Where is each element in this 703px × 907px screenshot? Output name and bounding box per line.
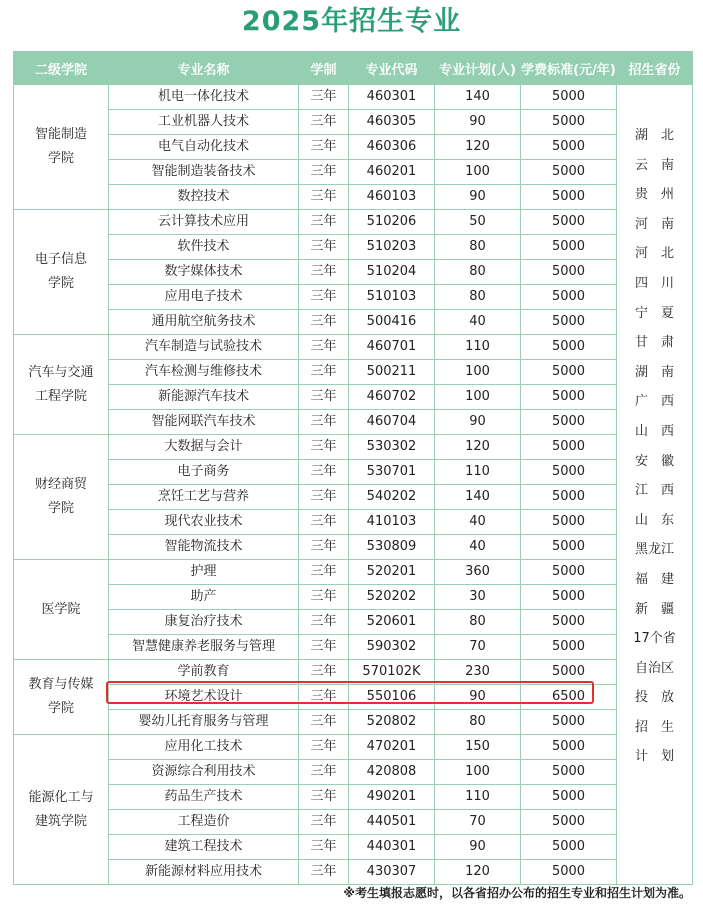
study-years: 三年 bbox=[299, 685, 349, 710]
major-name: 应用电子技术 bbox=[109, 285, 299, 310]
major-code: 530302 bbox=[349, 435, 435, 460]
major-code: 460306 bbox=[349, 135, 435, 160]
major-code: 460702 bbox=[349, 385, 435, 410]
table-body bbox=[14, 85, 693, 885]
study-years: 三年 bbox=[299, 710, 349, 735]
tuition-fee: 5000 bbox=[521, 210, 617, 235]
enroll-plan: 90 bbox=[435, 685, 521, 710]
study-years: 三年 bbox=[299, 735, 349, 760]
major-code: 540202 bbox=[349, 485, 435, 510]
province-item: 江 西 bbox=[634, 483, 674, 499]
table-row bbox=[14, 360, 693, 385]
table-row bbox=[14, 585, 693, 610]
study-years: 三年 bbox=[299, 285, 349, 310]
province-item: 黑龙江 bbox=[634, 542, 674, 558]
major-name: 智能制造装备技术 bbox=[109, 160, 299, 185]
tuition-fee: 5000 bbox=[521, 785, 617, 810]
enroll-plan: 90 bbox=[435, 185, 521, 210]
tuition-fee: 5000 bbox=[521, 85, 617, 110]
majors-table bbox=[13, 51, 693, 885]
enroll-plan: 80 bbox=[435, 260, 521, 285]
study-years: 三年 bbox=[299, 660, 349, 685]
province-item: 宁 夏 bbox=[634, 305, 674, 321]
study-years: 三年 bbox=[299, 135, 349, 160]
study-years: 三年 bbox=[299, 585, 349, 610]
table-row bbox=[14, 210, 693, 235]
college-name: 财经商贸 学院 bbox=[14, 435, 109, 560]
major-code: 550106 bbox=[349, 685, 435, 710]
major-code: 460201 bbox=[349, 160, 435, 185]
tuition-fee: 5000 bbox=[521, 560, 617, 585]
enroll-plan: 90 bbox=[435, 110, 521, 135]
study-years: 三年 bbox=[299, 835, 349, 860]
college-name: 汽车与交通 工程学院 bbox=[14, 335, 109, 435]
major-code: 530809 bbox=[349, 535, 435, 560]
major-code: 510203 bbox=[349, 235, 435, 260]
study-years: 三年 bbox=[299, 160, 349, 185]
study-years: 三年 bbox=[299, 860, 349, 885]
enroll-plan: 230 bbox=[435, 660, 521, 685]
table-row bbox=[14, 160, 693, 185]
enroll-plan: 40 bbox=[435, 310, 521, 335]
major-code: 490201 bbox=[349, 785, 435, 810]
enroll-plan: 100 bbox=[435, 385, 521, 410]
major-code: 460103 bbox=[349, 185, 435, 210]
major-name: 学前教育 bbox=[109, 660, 299, 685]
study-years: 三年 bbox=[299, 385, 349, 410]
major-code: 510204 bbox=[349, 260, 435, 285]
province-item: 广 西 bbox=[634, 394, 674, 410]
tuition-fee: 5000 bbox=[521, 460, 617, 485]
tuition-fee: 5000 bbox=[521, 160, 617, 185]
enroll-plan: 30 bbox=[435, 585, 521, 610]
header-major: 专业名称 bbox=[109, 52, 299, 85]
major-name: 智能物流技术 bbox=[109, 535, 299, 560]
major-name: 应用化工技术 bbox=[109, 735, 299, 760]
province-item: 云 南 bbox=[634, 157, 674, 173]
major-name: 机电一体化技术 bbox=[109, 85, 299, 110]
table-row bbox=[14, 785, 693, 810]
enroll-plan: 40 bbox=[435, 535, 521, 560]
tuition-fee: 5000 bbox=[521, 735, 617, 760]
major-name: 康复治疗技术 bbox=[109, 610, 299, 635]
major-code: 420808 bbox=[349, 760, 435, 785]
tuition-fee: 5000 bbox=[521, 510, 617, 535]
major-code: 440501 bbox=[349, 810, 435, 835]
enroll-plan: 120 bbox=[435, 860, 521, 885]
major-name: 汽车检测与维修技术 bbox=[109, 360, 299, 385]
enroll-plan: 120 bbox=[435, 435, 521, 460]
enroll-plan: 70 bbox=[435, 635, 521, 660]
study-years: 三年 bbox=[299, 760, 349, 785]
enroll-plan: 120 bbox=[435, 135, 521, 160]
major-name: 新能源材料应用技术 bbox=[109, 860, 299, 885]
tuition-fee: 5000 bbox=[521, 260, 617, 285]
study-years: 三年 bbox=[299, 85, 349, 110]
major-name: 药品生产技术 bbox=[109, 785, 299, 810]
study-years: 三年 bbox=[299, 235, 349, 260]
header-row bbox=[14, 52, 693, 85]
major-code: 530701 bbox=[349, 460, 435, 485]
table-row bbox=[14, 110, 693, 135]
major-name: 云计算技术应用 bbox=[109, 210, 299, 235]
header-years: 学制 bbox=[299, 52, 349, 85]
enroll-plan: 90 bbox=[435, 835, 521, 860]
table-row bbox=[14, 835, 693, 860]
header-plan: 专业计划(人) bbox=[435, 52, 521, 85]
enroll-plan: 110 bbox=[435, 335, 521, 360]
study-years: 三年 bbox=[299, 560, 349, 585]
tuition-fee: 5000 bbox=[521, 635, 617, 660]
major-name: 烹饪工艺与营养 bbox=[109, 485, 299, 510]
study-years: 三年 bbox=[299, 485, 349, 510]
enroll-plan: 90 bbox=[435, 410, 521, 435]
tuition-fee: 5000 bbox=[521, 535, 617, 560]
major-code: 460305 bbox=[349, 110, 435, 135]
header-code: 专业代码 bbox=[349, 52, 435, 85]
province-item: 新 疆 bbox=[634, 601, 674, 617]
table-row bbox=[14, 760, 693, 785]
study-years: 三年 bbox=[299, 410, 349, 435]
enroll-plan: 80 bbox=[435, 285, 521, 310]
major-name: 婴幼儿托育服务与管理 bbox=[109, 710, 299, 735]
province-item: 湖 南 bbox=[634, 364, 674, 380]
major-code: 470201 bbox=[349, 735, 435, 760]
major-name: 通用航空航务技术 bbox=[109, 310, 299, 335]
table-row bbox=[14, 235, 693, 260]
study-years: 三年 bbox=[299, 535, 349, 560]
province-item: 甘 肃 bbox=[634, 335, 674, 351]
province-item: 山 东 bbox=[634, 512, 674, 528]
tuition-fee: 5000 bbox=[521, 810, 617, 835]
province-item: 招 生 bbox=[634, 719, 674, 735]
enroll-plan: 100 bbox=[435, 760, 521, 785]
table-row bbox=[14, 185, 693, 210]
major-code: 520601 bbox=[349, 610, 435, 635]
enroll-plan: 100 bbox=[435, 360, 521, 385]
province-item: 贵 州 bbox=[634, 187, 674, 203]
tuition-fee: 5000 bbox=[521, 135, 617, 160]
major-name: 资源综合利用技术 bbox=[109, 760, 299, 785]
tuition-fee: 5000 bbox=[521, 385, 617, 410]
major-code: 500416 bbox=[349, 310, 435, 335]
enroll-plan: 80 bbox=[435, 710, 521, 735]
table-row bbox=[14, 460, 693, 485]
major-code: 430307 bbox=[349, 860, 435, 885]
college-name: 教育与传媒 学院 bbox=[14, 660, 109, 735]
header-fee: 学费标准(元/年) bbox=[521, 52, 617, 85]
major-name: 环境艺术设计 bbox=[109, 685, 299, 710]
table-row bbox=[14, 260, 693, 285]
major-code: 520802 bbox=[349, 710, 435, 735]
college-name: 能源化工与 建筑学院 bbox=[14, 735, 109, 885]
major-code: 510103 bbox=[349, 285, 435, 310]
table-row bbox=[14, 560, 693, 585]
study-years: 三年 bbox=[299, 310, 349, 335]
tuition-fee: 5000 bbox=[521, 760, 617, 785]
tuition-fee: 5000 bbox=[521, 360, 617, 385]
major-name: 智能网联汽车技术 bbox=[109, 410, 299, 435]
enroll-plan: 150 bbox=[435, 735, 521, 760]
major-name: 数字媒体技术 bbox=[109, 260, 299, 285]
enroll-plan: 360 bbox=[435, 560, 521, 585]
table-row bbox=[14, 135, 693, 160]
table-row bbox=[14, 860, 693, 885]
study-years: 三年 bbox=[299, 360, 349, 385]
tuition-fee: 5000 bbox=[521, 860, 617, 885]
table-row bbox=[14, 85, 693, 110]
college-name: 医学院 bbox=[14, 560, 109, 660]
study-years: 三年 bbox=[299, 510, 349, 535]
tuition-fee: 5000 bbox=[521, 710, 617, 735]
major-name: 建筑工程技术 bbox=[109, 835, 299, 860]
major-name: 工业机器人技术 bbox=[109, 110, 299, 135]
tuition-fee: 5000 bbox=[521, 835, 617, 860]
enroll-plan: 70 bbox=[435, 810, 521, 835]
tuition-fee: 5000 bbox=[521, 660, 617, 685]
study-years: 三年 bbox=[299, 435, 349, 460]
major-name: 大数据与会计 bbox=[109, 435, 299, 460]
tuition-fee: 6500 bbox=[521, 685, 617, 710]
enroll-plan: 100 bbox=[435, 160, 521, 185]
enroll-plan: 40 bbox=[435, 510, 521, 535]
major-code: 520201 bbox=[349, 560, 435, 585]
table-row bbox=[14, 810, 693, 835]
province-item: 17个省 bbox=[633, 631, 676, 647]
table-row bbox=[14, 735, 693, 760]
province-item: 投 放 bbox=[634, 690, 674, 706]
major-name: 数控技术 bbox=[109, 185, 299, 210]
table-row bbox=[14, 535, 693, 560]
study-years: 三年 bbox=[299, 260, 349, 285]
tuition-fee: 5000 bbox=[521, 310, 617, 335]
table-row bbox=[14, 285, 693, 310]
highlight-box bbox=[106, 681, 594, 704]
major-name: 工程造价 bbox=[109, 810, 299, 835]
tuition-fee: 5000 bbox=[521, 435, 617, 460]
major-name: 新能源汽车技术 bbox=[109, 385, 299, 410]
major-name: 助产 bbox=[109, 585, 299, 610]
province-item: 四 川 bbox=[634, 275, 674, 291]
major-name: 电气自动化技术 bbox=[109, 135, 299, 160]
major-code: 410103 bbox=[349, 510, 435, 535]
major-code: 570102K bbox=[349, 660, 435, 685]
tuition-fee: 5000 bbox=[521, 285, 617, 310]
table-row bbox=[14, 485, 693, 510]
table-row bbox=[14, 335, 693, 360]
major-code: 460301 bbox=[349, 85, 435, 110]
province-item: 河 南 bbox=[634, 216, 674, 232]
major-code: 440301 bbox=[349, 835, 435, 860]
study-years: 三年 bbox=[299, 110, 349, 135]
study-years: 三年 bbox=[299, 785, 349, 810]
table-row bbox=[14, 510, 693, 535]
study-years: 三年 bbox=[299, 610, 349, 635]
major-name: 智慧健康养老服务与管理 bbox=[109, 635, 299, 660]
table-row bbox=[14, 435, 693, 460]
major-name: 电子商务 bbox=[109, 460, 299, 485]
major-code: 520202 bbox=[349, 585, 435, 610]
study-years: 三年 bbox=[299, 335, 349, 360]
province-item: 安 徽 bbox=[634, 453, 674, 469]
college-name: 电子信息 学院 bbox=[14, 210, 109, 335]
major-name: 护理 bbox=[109, 560, 299, 585]
major-name: 汽车制造与试验技术 bbox=[109, 335, 299, 360]
tuition-fee: 5000 bbox=[521, 585, 617, 610]
major-code: 510206 bbox=[349, 210, 435, 235]
tuition-fee: 5000 bbox=[521, 610, 617, 635]
study-years: 三年 bbox=[299, 185, 349, 210]
major-code: 460701 bbox=[349, 335, 435, 360]
table-row bbox=[14, 710, 693, 735]
provinces-cell bbox=[617, 85, 693, 885]
study-years: 三年 bbox=[299, 810, 349, 835]
major-code: 590302 bbox=[349, 635, 435, 660]
enroll-plan: 110 bbox=[435, 785, 521, 810]
province-item: 自治区 bbox=[634, 660, 674, 676]
enroll-plan: 80 bbox=[435, 235, 521, 260]
college-name: 智能制造 学院 bbox=[14, 85, 109, 210]
tuition-fee: 5000 bbox=[521, 335, 617, 360]
tuition-fee: 5000 bbox=[521, 185, 617, 210]
enroll-plan: 80 bbox=[435, 610, 521, 635]
major-code: 500211 bbox=[349, 360, 435, 385]
province-item: 福 建 bbox=[634, 571, 674, 587]
table-row bbox=[14, 410, 693, 435]
tuition-fee: 5000 bbox=[521, 485, 617, 510]
footnote: ※考生填报志愿时，以各省招办公布的招生专业和招生计划为准。 bbox=[343, 886, 691, 900]
table-row bbox=[14, 610, 693, 635]
major-name: 现代农业技术 bbox=[109, 510, 299, 535]
table-row bbox=[14, 385, 693, 410]
header-college: 二级学院 bbox=[14, 52, 109, 85]
province-item: 河 北 bbox=[634, 246, 674, 262]
study-years: 三年 bbox=[299, 460, 349, 485]
page-title: 2025年招生专业 bbox=[241, 6, 462, 37]
study-years: 三年 bbox=[299, 210, 349, 235]
table-row bbox=[14, 310, 693, 335]
province-item: 山 西 bbox=[634, 423, 674, 439]
tuition-fee: 5000 bbox=[521, 235, 617, 260]
tuition-fee: 5000 bbox=[521, 410, 617, 435]
table-row bbox=[14, 635, 693, 660]
enroll-plan: 110 bbox=[435, 460, 521, 485]
enroll-plan: 140 bbox=[435, 485, 521, 510]
header-provinces: 招生省份 bbox=[617, 52, 693, 85]
province-item: 计 划 bbox=[634, 749, 674, 765]
enroll-plan: 50 bbox=[435, 210, 521, 235]
major-name: 软件技术 bbox=[109, 235, 299, 260]
enroll-plan: 140 bbox=[435, 85, 521, 110]
study-years: 三年 bbox=[299, 635, 349, 660]
major-code: 460704 bbox=[349, 410, 435, 435]
tuition-fee: 5000 bbox=[521, 110, 617, 135]
province-item: 湖 北 bbox=[634, 128, 674, 143]
